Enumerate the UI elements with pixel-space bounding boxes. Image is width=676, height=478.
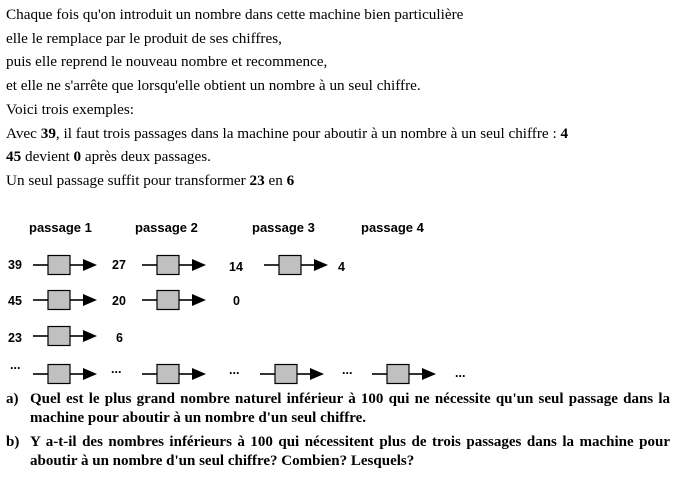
example-1: Avec 39, il faut trois passages dans la machine pour aboutir à un nombre à un seul chiffre : 4 <box>6 124 569 142</box>
header-passage-1: passage 1 <box>29 220 92 235</box>
intro-line-2: elle le remplace par le produit de ses chiffres, <box>6 29 282 47</box>
machine-box-icon <box>33 289 99 311</box>
machine-diagram <box>0 215 676 387</box>
question-a-text: Quel est le plus grand nombre naturel inférieur à 100 qui ne nécessite qu'un seul passage dans la machine pour aboutir à un nombre d'un seul chiffre. <box>30 391 670 426</box>
row4-ellipsis-4: ... <box>342 363 353 377</box>
machine-box-icon <box>264 254 330 276</box>
intro-line-3: puis elle reprend le nouveau nombre et recommence, <box>6 53 328 71</box>
row2-value-3: 0 <box>233 294 240 308</box>
example-2: 45 devient 0 après deux passages. <box>6 148 211 166</box>
machine-box-icon <box>260 363 326 385</box>
row2-value-1: 45 <box>8 294 22 308</box>
question-a-label: a) <box>6 391 19 407</box>
example-3: Un seul passage suffit pour transformer 23 en 6 <box>6 171 295 189</box>
row4-ellipsis-3: ... <box>229 363 240 377</box>
row3-value-1: 23 <box>8 331 22 345</box>
machine-box-icon <box>142 289 208 311</box>
intro-text <box>6 3 672 193</box>
machine-box-icon <box>33 254 99 276</box>
questions <box>6 390 670 476</box>
row1-value-3: 14 <box>229 260 243 274</box>
intro-line-4: et elle ne s'arrête que lorsqu'elle obtient un nombre à un seul chiffre. <box>6 77 421 95</box>
machine-box-icon <box>142 254 208 276</box>
intro-line-1: Chaque fois qu'on introduit un nombre dans cette machine bien particulière <box>6 6 464 23</box>
intro-line-5: Voici trois exemples: <box>6 100 134 118</box>
row2-value-2: 20 <box>112 294 126 308</box>
question-b-text: Y a-t-il des nombres inférieurs à 100 qui nécessitent plus de trois passages dans la machine pour aboutir à un nombre d'un seul chiffre? Combien? Lesquels? <box>30 434 670 469</box>
row4-ellipsis-2: ... <box>111 362 122 376</box>
row1-value-2: 27 <box>112 258 126 272</box>
question-b <box>6 433 670 471</box>
row1-value-4: 4 <box>338 260 345 274</box>
header-passage-2: passage 2 <box>135 220 198 235</box>
machine-box-icon <box>372 363 438 385</box>
header-passage-3: passage 3 <box>252 220 315 235</box>
row4-ellipsis-5: ... <box>455 366 466 380</box>
row4-ellipsis-1: ... <box>10 358 21 372</box>
question-b-label: b) <box>6 434 20 450</box>
machine-box-icon <box>33 325 99 347</box>
row1-value-1: 39 <box>8 258 22 272</box>
row3-value-2: 6 <box>116 331 123 345</box>
question-a <box>6 390 670 428</box>
header-passage-4: passage 4 <box>361 220 424 235</box>
machine-box-icon <box>142 363 208 385</box>
machine-box-icon <box>33 363 99 385</box>
